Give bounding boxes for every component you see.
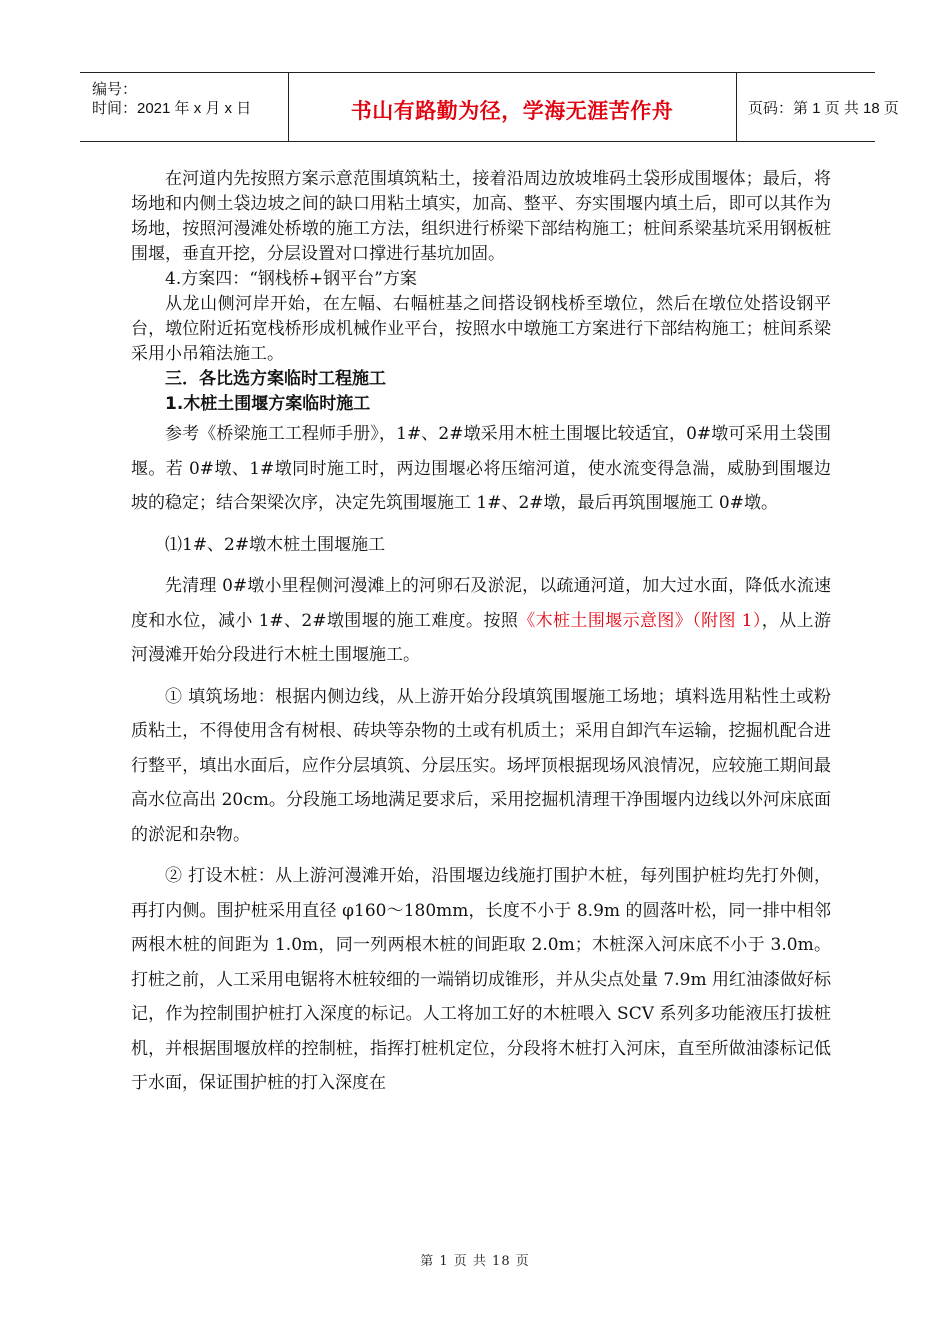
subsection-heading: 1.木桩土围堰方案临时施工 bbox=[165, 394, 371, 414]
section-heading: 三．各比选方案临时工程施工 bbox=[165, 369, 386, 389]
header-page-number: 页码：第 1 页 共 18 页 bbox=[748, 100, 899, 117]
page-footer: 第 1 页 共 18 页 bbox=[420, 1254, 530, 1269]
paragraph: ① 填筑场地：根据内侧边线，从上游开始分段填筑围堰施工场地；填料选用粘性土或粉质粘土，不得使用含有树根、砖块等杂物的土或有机质土；采用自卸汽车运输，挖掘机配合进行整平，填出水面后，应作分层填筑、分层压实。场坪顶根据现场风浪情况，应较施工期间最高水位高出 20cm。分段施工场地满足要求后，采用挖掘机清理干净围堰内边线以外河床底面的淤泥和杂物。 bbox=[131, 686, 831, 845]
header-motto-cell bbox=[288, 73, 737, 141]
paragraph-with-reference bbox=[131, 569, 831, 673]
paragraph: ② 打设木桩：从上游河漫滩开始，沿围堰边线施打围护木桩，每列围护桩均先打外侧，再打内侧。围护桩采用直径 φ160～180mm，长度不小于 8.9m 的圆落叶松，同一排中相邻两根木桩的间距为 1.0m，同一列两根木桩的间距取 2.0m；木桩深入河床底不小于 3.0m。打桩之前，人工采用电锯将木桩较细的一端销切成锥形，并从尖点处量 7.9m 用红油漆做好标记，作为控制围护桩打入深度的标记。人工将加工好的木桩喂入 SCV 系列多功能液压打拔桩机，并根据围堰放样的控制桩，指挥打桩机定位，分段将木桩打入河床，直至所做油漆标记低于水面，保证围护桩的打入深度在 bbox=[131, 866, 831, 1093]
item-heading: ⑴1#、2#墩木桩土围堰施工 bbox=[165, 534, 386, 555]
paragraph: 从龙山侧河岸开始，在左幅、右幅桩基之间搭设钢栈桥至墩位，然后在墩位处搭设钢平台，墩位附近拓宽栈桥形成机械作业平台，按照水中墩施工方案进行下部结构施工；桩间系梁采用小吊箱法施工。 bbox=[131, 294, 831, 364]
paragraph: 在河道内先按照方案示意范围填筑粘土，接着沿周边放坡堆码土袋形成围堰体；最后，将场地和内侧土袋边坡之间的缺口用粘土填实，加高、整平、夯实围堰内填土后，即可以其作为场地，按照河漫滩处桥墩的施工方法，组织进行桥梁下部结构施工；桩间系梁基坑采用钢板桩围堰，垂直开挖，分层设置对口撑进行基坑加固。 bbox=[131, 169, 831, 264]
document-body bbox=[131, 167, 831, 1101]
paragraph-text: ，从上游河漫滩开始分段进行木桩土围堰施工。 bbox=[131, 610, 831, 665]
header-page-cell bbox=[736, 73, 899, 141]
motto: 书山有路勤为径，学海无涯苦作舟 bbox=[350, 99, 674, 123]
section-title-option-four: 4.方案四：“钢栈桥+钢平台”方案 bbox=[165, 269, 417, 289]
paragraph-text: 先清理 0#墩小里程侧河漫滩上的河卵石及淤泥，以疏通河道，加大过水面，降低水流速度和水位，减小 1#、2#墩围堰的施工难度。按照 bbox=[131, 576, 831, 631]
header-meta-cell bbox=[80, 73, 289, 141]
time-label: 时间：2021 年 x 月 x 日 bbox=[92, 100, 252, 117]
paragraph: 参考《桥梁施工工程师手册》，1#、2#墩采用木桩土围堰比较适宜，0#墩可采用土袋围堰。若 0#墩、1#墩同时施工时，两边围堰必将压缩河道，使水流变得急湍，威胁到围堰边坡的稳定；结合架梁次序，决定先筑围堰施工 1#、2#墩，最后再筑围堰施工 0#墩。 bbox=[131, 424, 831, 513]
figure-reference-link[interactable]: 《木桩土围堰示意图》（附图 1） bbox=[518, 610, 762, 631]
page-header bbox=[80, 72, 899, 142]
serial-label: 编号： bbox=[92, 81, 138, 98]
